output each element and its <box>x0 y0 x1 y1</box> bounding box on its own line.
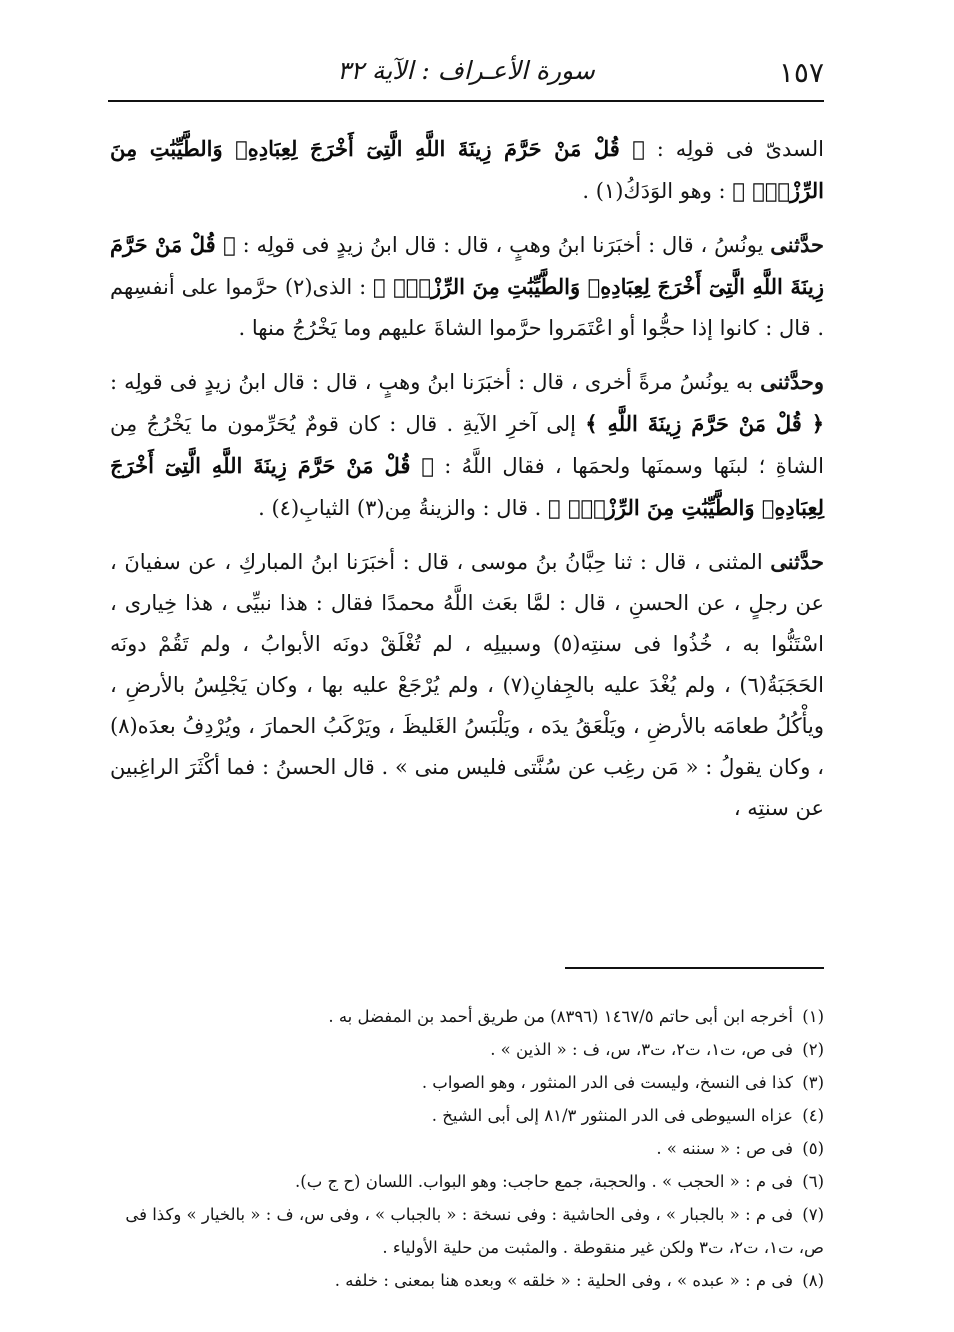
text-run: به يونُسُ مرةً أخرى ، قال : أخبَرَنا ابنُ وهبٍ ، قال : قال ابنُ زيدٍ فى قولِه : <box>110 370 761 394</box>
footnote-text: فى م : « الحجب » . والحجبة، جمع حاجب: وهو البواب. اللسان (ح ج ب). <box>295 1172 793 1191</box>
footnote <box>110 1198 824 1264</box>
footnote-number: (٢) <box>802 1040 824 1059</box>
footnote-number: (١) <box>802 1007 824 1026</box>
paragraph <box>110 128 824 212</box>
footnote <box>110 1033 824 1066</box>
page-number: ١٥٧ <box>778 56 824 89</box>
footnote-number: (٣) <box>802 1073 824 1092</box>
quran-quote: ﴿ قُلْ مَنْ حَرَّمَ زِينَةَ اللَّهِ ﴾ <box>585 411 824 436</box>
isnad-lead: حدَّثنى <box>770 549 824 574</box>
footnote <box>110 1264 824 1297</box>
footnote-text: فى ص، ت١، ت٢، ت٣، س، ف : « الذين » . <box>490 1040 793 1059</box>
text-run: السدىّ فى قولِه : <box>644 137 824 161</box>
paragraph <box>110 224 824 349</box>
footnote <box>110 1000 824 1033</box>
footnote-number: (٧) <box>802 1205 824 1224</box>
quran-quote: ﴿ قُلْ مَنْ حَرَّمَ زِينَةَ اللَّهِ الَّتِىٓ أَخْرَجَ لِعِبَادِهِۦ وَالطَّيِّبَٰتِ مِنَ الرِّزْقِۚ ﴾ <box>110 453 824 520</box>
footnote-number: (٦) <box>802 1172 824 1191</box>
text-run: إلى آخرِ الآيةِ . قال : كان قومٌ يُحَرِّمون ما يَخْرُجُ مِن الشاةِ ؛ لبنَها وسمنَها ولحمَها ، فقال اللَّهُ : <box>110 412 824 478</box>
quran-quote: ﴿ قُلْ مَنْ حَرَّمَ زِينَةَ اللَّهِ الَّتِىٓ أَخْرَجَ لِعِبَادِهِۦ وَالطَّيِّبَٰتِ مِنَ الرِّزْقِۚ ﴾ <box>110 136 824 203</box>
footnote-number: (٥) <box>802 1139 824 1158</box>
footnote-text: فى م : « عبده » ، وفى الحلية : « خلقه » وبعده هنا بمعنى : خلفه . <box>334 1271 793 1290</box>
isnad-lead: وحدَّثنى <box>760 369 824 394</box>
text-run: يونُسُ ، قال : أخبَرَنا ابنُ وهبٍ ، قال : قال ابنُ زيدٍ فى قولِه : <box>235 233 771 257</box>
footnotes <box>110 1000 824 1297</box>
footnote-text: فى ص : « سننه » . <box>656 1139 793 1158</box>
page-header <box>108 48 824 98</box>
main-text <box>110 128 824 841</box>
isnad-lead: حدَّثنى <box>770 232 824 257</box>
footnote-rule <box>565 967 824 969</box>
footnote-text: كذا فى النسخ، وليست فى الدر المنثور ، وهو الصواب . <box>421 1073 793 1092</box>
text-run: . قال : والزينةُ مِن(٣) الثيابِ(٤) . <box>258 496 549 520</box>
text-run: المثنى ، قال : ثنا حِبَّانُ بنُ موسى ، قال : أخبَرَنا ابنُ المباركِ ، عن سفيانَ ، عن رجلٍ ، عن الحسنِ ، قال : لمَّا بعَث اللَّهُ محمدًا فقال : هذا نبيِّى ، هذا خِيارى ، اسْتَنُّوا به ، خُذُوا فى سنتِه(٥) وسبيلِه ، لم تُغْلَقْ دونَه الأبوابُ ، ولم تَقُمْ دونَه الحَجَبَةُ(٦) ، ولم يُغْدَ عليه بالجِفانِ(٧) ، ولم يُرْجَعْ عليه بها ، وكان يَجْلِسُ بالأرضِ ، ويأْكُلُ طعامَه بالأرضِ ، ويَلْعَقُ يدَه ، ويَلْبَسُ الغَليظَ ، ويَرْكَبُ الحمارَ ، ويُرْدِفُ بعدَه(٨) ، وكان يقولُ : « مَن رغِب عن سُنَّتى فليس منى » . قال الحسنُ : فما أكْثَرَ الراغِبين عن سنتِه ، <box>110 550 824 820</box>
footnote <box>110 1066 824 1099</box>
paragraph <box>110 541 824 829</box>
paragraph <box>110 361 824 529</box>
footnote-text: عزاه السيوطى فى الدر المنثور ٨١/٣ إلى أبى الشيخ . <box>431 1106 793 1125</box>
footnote <box>110 1099 824 1132</box>
text-run: : وهو الوَدَكُ(١) . <box>582 179 733 203</box>
header-rule <box>108 100 824 102</box>
footnote-number: (٤) <box>802 1106 824 1125</box>
footnote-text: فى م : « بالجبار » ، وفى الحاشية : وفى نسخة : « بالجباب » ، وفى س، ف : « بالخيار » وكذا فى ص، ت١، ت٢، ت٣ ولكن غير منقوطة . والمثبت من حلية الأولياء . <box>125 1205 824 1257</box>
footnote <box>110 1165 824 1198</box>
text-run: : الذى(٢) حرَّموا على أنفسِهم . قال : كانوا إذا حجُّوا أو اعْتَمَروا حرَّموا الشاةَ عليهم وما يَخْرُجُ منها . <box>110 275 824 340</box>
footnote <box>110 1132 824 1165</box>
quran-quote: ﴿ قُلْ مَنْ حَرَّمَ زِينَةَ اللَّهِ الَّتِىٓ أَخْرَجَ لِعِبَادِهِۦ وَالطَّيِّبَٰتِ مِنَ الرِّزْقِۚ ﴾ <box>110 232 824 299</box>
footnote-number: (٨) <box>802 1271 824 1290</box>
footnote-text: أخرجه ابن أبى حاتم ١٤٦٧/٥ (٨٣٩٦) من طريق أحمد بن المفضل به . <box>328 1007 793 1026</box>
running-title: سورة الأعـراف : الآية ٣٢ <box>337 56 595 85</box>
